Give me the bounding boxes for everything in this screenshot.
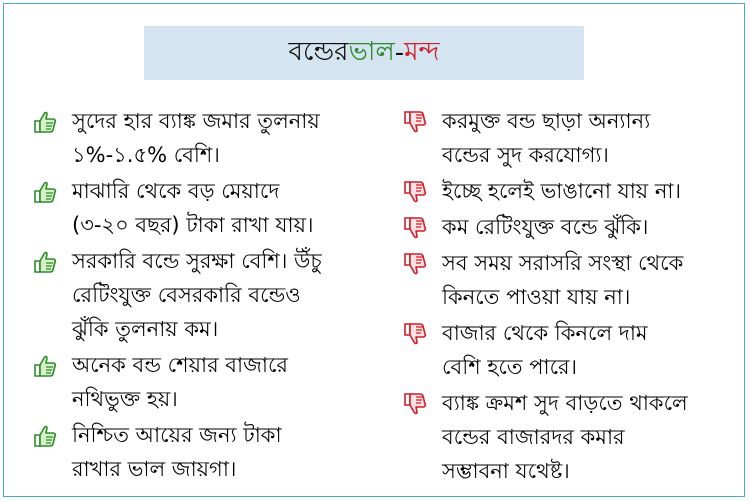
- pro-item-text: সুদের হার ব্যাঙ্ক জমার তুলনায় ১%-১.৫% বেশি।: [72, 109, 320, 167]
- con-item-text: বাজার থেকে কিনলে দাম বেশি হতে পারে।: [442, 321, 648, 379]
- pro-item-text: নিশ্চিত আয়ের জন্য টাকা রাখার ভাল জায়গা।: [72, 423, 282, 481]
- con-item: [402, 210, 737, 244]
- thumbs-down-icon: [402, 214, 432, 244]
- cons-list: [402, 104, 737, 490]
- thumbs-down-icon: [402, 108, 432, 138]
- con-item-text: ব্যাঙ্ক ক্রমশ সুদ বাড়তে থাকলে বন্ডের বাজারদর কমার সম্ভাবনা যথেষ্ট।: [442, 391, 688, 483]
- thumbs-down-icon: [402, 250, 432, 280]
- con-item: [402, 104, 737, 172]
- pros-list: [32, 104, 377, 488]
- thumbs-up-icon: [32, 178, 62, 208]
- con-item-text: করমুক্ত বন্ড ছাড়া অন্যান্য বন্ডের সুদ করযোগ্য।: [442, 109, 651, 167]
- title-bad-word: মন্দ: [404, 37, 440, 67]
- con-item-text: কম রেটিংযুক্ত বন্ডে ঝুঁকি।: [442, 215, 649, 239]
- thumbs-up-icon: [32, 248, 62, 278]
- thumbs-down-icon: [402, 390, 432, 420]
- con-item-text: সব সময় সরাসরি সংস্থা থেকে কিনতে পাওয়া যায় না।: [442, 251, 684, 309]
- con-item: [402, 174, 737, 208]
- pro-item: [32, 244, 377, 346]
- title-prefix: বন্ডের: [288, 37, 349, 67]
- con-item-text: ইচ্ছে হলেই ভাঙানো যায় না।: [442, 179, 681, 203]
- thumbs-up-icon: [32, 422, 62, 452]
- pro-item: [32, 174, 377, 242]
- pro-item: [32, 418, 377, 486]
- infographic-frame: [3, 3, 745, 497]
- con-item: [402, 316, 737, 384]
- pro-item-text: মাঝারি থেকে বড় মেয়াদে (৩-২০ বছর) টাকা রাখা যায়।: [72, 179, 314, 237]
- pro-item: [32, 348, 377, 416]
- pro-item: [32, 104, 377, 172]
- title-dash: -: [394, 38, 405, 68]
- con-item: [402, 386, 737, 488]
- pro-item-text: অনেক বন্ড শেয়ার বাজারে নথিভুক্ত হয়।: [72, 353, 288, 411]
- title-good-word: ভাল: [348, 37, 395, 67]
- con-item: [402, 246, 737, 314]
- thumbs-down-icon: [402, 178, 432, 208]
- title-banner: [144, 26, 584, 80]
- pro-item-text: সরকারি বন্ডে সুরক্ষা বেশি। উঁচু রেটিংযুক্ত বেসরকারি বন্ডেও ঝুঁকি তুলনায় কম।: [72, 249, 322, 341]
- thumbs-down-icon: [402, 320, 432, 350]
- thumbs-up-icon: [32, 352, 62, 382]
- thumbs-up-icon: [32, 108, 62, 138]
